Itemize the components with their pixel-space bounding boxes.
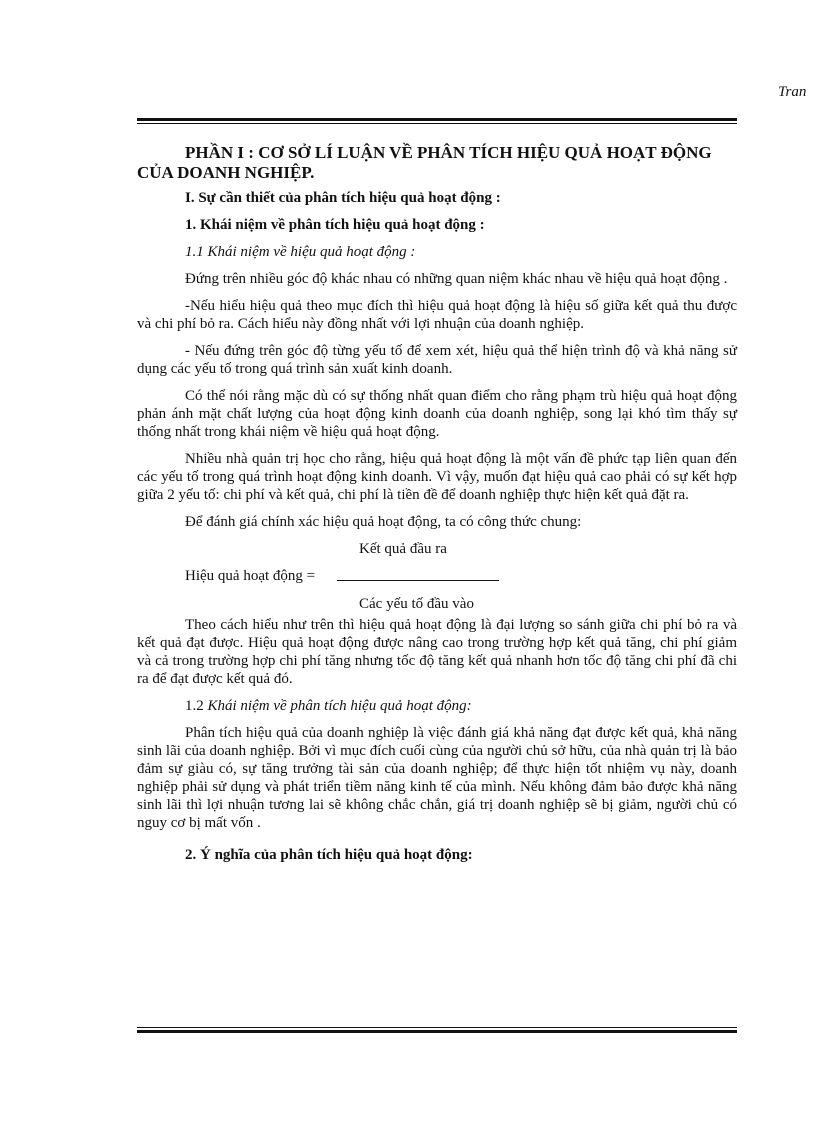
page-content bbox=[137, 143, 737, 864]
section-heading-1-1-2 bbox=[137, 697, 737, 715]
formula bbox=[137, 540, 737, 610]
paragraph: Nhiều nhà quản trị học cho rằng, hiệu quả hoạt động là một vấn đề phức tạp liên quan đến các yếu tố trong quá trình hoạt động kinh doanh. Vì vậy, muốn đạt hiệu quả cao phải có sự kết hợp giữa 2 yếu tố: chi phí và kết quả, chi phí là tiền đề để doanh nghiệp thực hiện kết quả đặt ra. bbox=[137, 451, 737, 503]
section-heading-1-1: 1. Khái niệm về phân tích hiệu quả hoạt động : bbox=[185, 217, 485, 233]
paragraph: Có thể nói rằng mặc dù có sự thống nhất quan điểm cho rằng phạm trù hiệu quả hoạt động phản ánh mặt chất lượng của hoạt động kinh doanh của doanh nghiệp, song lại khó tìm thấy sự thống nhất trong khái niệm về hiệu quả hoạt động. bbox=[137, 388, 737, 440]
section-label: Khái niệm về phân tích hiệu quả hoạt động: bbox=[207, 698, 472, 714]
section-heading-2: 2. Ý nghĩa của phân tích hiệu quả hoạt động: bbox=[185, 847, 473, 863]
paragraph: Phân tích hiệu quả của doanh nghiệp là việc đánh giá khả năng đạt được kết quả, khả năng sinh lãi của doanh nghiệp. Bởi vì mục đích cuối cùng của người chủ sở hữu, của nhà quản trị là bảo đảm sự giàu có, sự tăng trưởng tài sản của doanh nghiệp; để thực hiện tốt nhiệm vụ này, doanh nghiệp phải sử dụng và phát triển tiềm năng kinh tế của mình. Nếu không đảm bảo được khả năng sinh lãi thì lợi nhuận tương lai sẽ không chắc chắn, giá trị doanh nghiệp sẽ bị giảm, người chủ có nguy cơ bị mất vốn . bbox=[137, 725, 737, 831]
section-heading-1: I. Sự cần thiết của phân tích hiệu quả hoạt động : bbox=[185, 190, 501, 206]
section-heading-1-1-1: 1.1 Khái niệm về hiệu quả hoạt động : bbox=[185, 244, 416, 260]
paragraph: Theo cách hiểu như trên thì hiệu quả hoạt động là đại lượng so sánh giữa chi phí bỏ ra và kết quả đạt được. Hiệu quả hoạt động được nâng cao trong trường hợp kết quả tăng, chi phí giảm và cả trong trường hợp chi phí tăng nhưng tốc độ tăng kết quả nhanh hơn tốc độ tăng chi phí đã chi ra để đạt được kết quả đó. bbox=[137, 617, 737, 687]
paragraph: - Nếu đứng trên góc độ từng yếu tố để xem xét, hiệu quả thể hiện trình độ và khả năng sử dụng các yếu tố trong quá trình sản xuất kinh doanh. bbox=[137, 343, 737, 377]
chapter-title: PHẦN I : CƠ SỞ LÍ LUẬN VỀ PHÂN TÍCH HIỆU QUẢ HOẠT ĐỘNG CỦA DOANH NGHIỆP. bbox=[137, 143, 712, 182]
top-double-rule bbox=[137, 118, 737, 124]
running-head: Tran bbox=[778, 84, 807, 100]
paragraph: Đứng trên nhiều góc độ khác nhau có những quan niệm khác nhau về hiệu quả hoạt động . bbox=[185, 271, 728, 287]
bottom-double-rule bbox=[137, 1027, 737, 1033]
paragraph: -Nếu hiểu hiệu quả theo mục đích thì hiệu quả hoạt động là hiệu số giữa kết quả thu được và chi phí bỏ ra. Cách hiểu này đồng nhất với lợi nhuận của doanh nghiệp. bbox=[137, 298, 737, 332]
section-number: 1.2 bbox=[185, 698, 204, 714]
paragraph: Để đánh giá chính xác hiệu quả hoạt động, ta có công thức chung: bbox=[185, 514, 582, 530]
formula-numerator: Kết quả đầu ra bbox=[359, 541, 447, 557]
formula-lhs: Hiệu quả hoạt động = bbox=[185, 568, 316, 584]
fraction-bar bbox=[337, 580, 499, 581]
formula-denominator: Các yếu tố đầu vào bbox=[359, 596, 474, 612]
